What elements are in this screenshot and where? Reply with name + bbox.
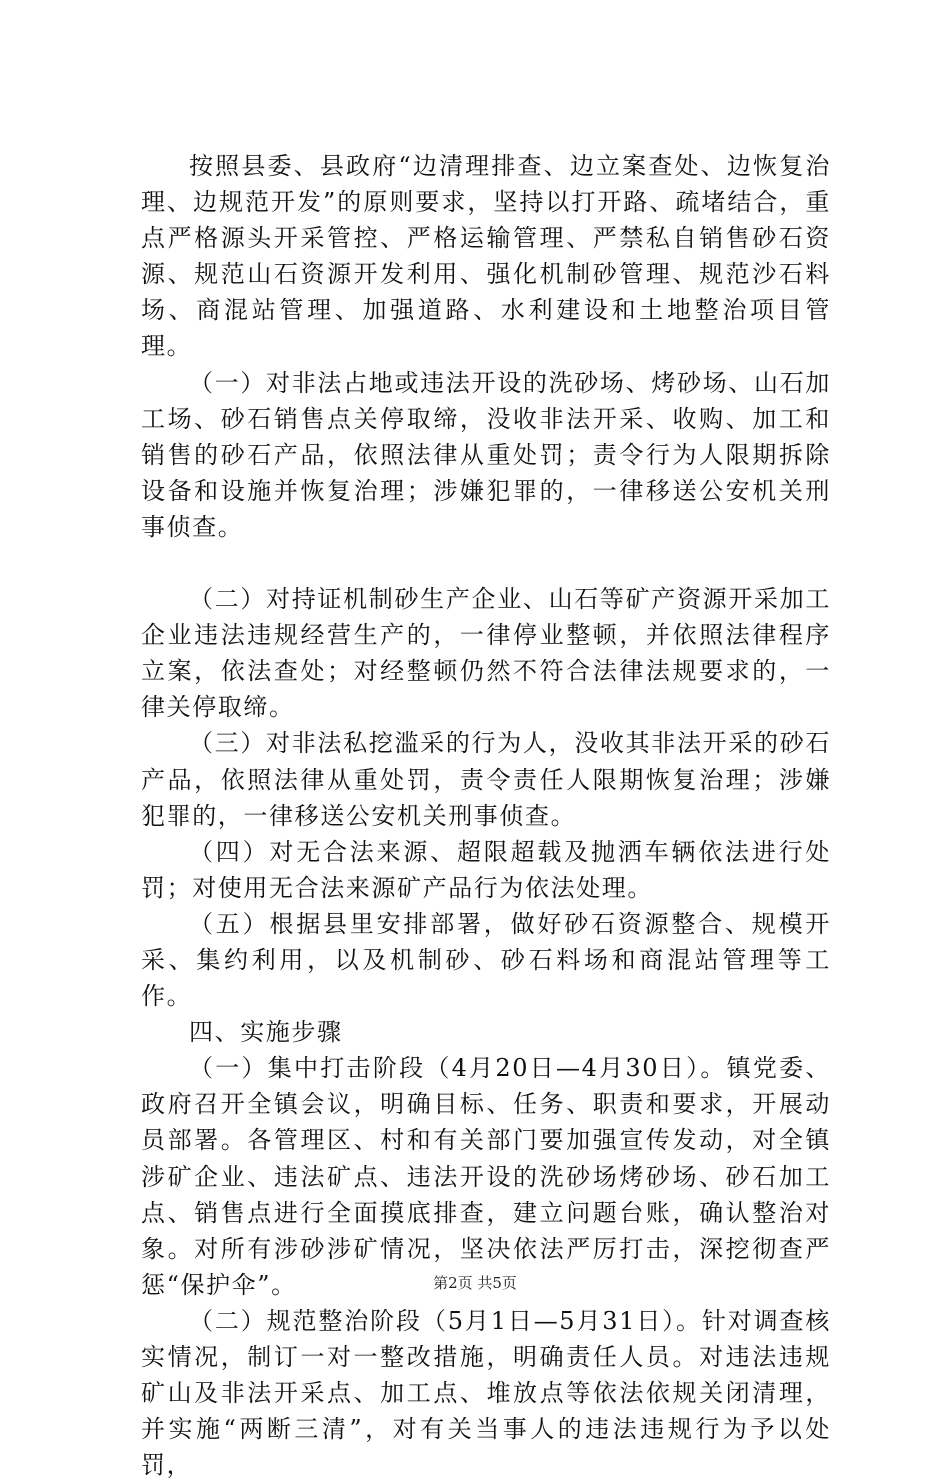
paragraph-intro: 按照县委、县政府“边清理排查、边立案查处、边恢复治理、边规范开发”的原则要求，坚持以打开路、疏堵结合，重点严格源头开采管控、严格运输管理、严禁私自销售砂石资源、规范山石资源开发利用、强化机制砂管理、规范沙石料场、商混站管理、加强道路、水利建设和土地整治项目管理。 <box>141 152 831 361</box>
paragraph-item-5: （五）根据县里安排部署，做好砂石资源整合、规模开采、集约利用，以及机制砂、砂石料场和商混站管理等工作。 <box>141 909 831 1011</box>
section-heading: 四、实施步骤 <box>189 1018 343 1047</box>
paragraph-spacer <box>141 545 831 581</box>
paragraph-step-2: （二）规范整治阶段（5月1日—5月31日）。针对调查核实情况，制订一对一整改措施，明确责任人员。对违法违规矿山及非法开采点、加工点、堆放点等依法依规关闭清理，并实施“两断三清”，对有关当事人的违法违规行为予以处罚， <box>141 1306 831 1480</box>
paragraph-item-4: （四）对无合法来源、超限超载及抛洒车辆依法进行处罚；对使用无合法来源矿产品行为依法处理。 <box>141 837 831 902</box>
paragraph-step-1: （一）集中打击阶段（4月20日—4月30日）。镇党委、政府召开全镇会议，明确目标、任务、职责和要求，开展动员部署。各管理区、村和有关部门要加强宣传发动，对全镇涉矿企业、违法矿点、违法开设的洗砂场烤砂场、砂石加工点、销售点进行全面摸底排查，建立问题台账，确认整治对象。对所有涉砂涉矿情况，坚决依法严厉打击，深挖彻查严惩“保护伞”。 <box>141 1054 831 1299</box>
paragraph-item-2: （二）对持证机制砂生产企业、山石等矿产资源开采加工企业违法违规经营生产的，一律停业整顿，并依照法律程序立案，依法查处；对经整顿仍然不符合法律法规要求的，一律关停取缔。 <box>141 585 831 722</box>
paragraph-item-3: （三）对非法私挖滥采的行为人，没收其非法开采的砂石产品，依照法律从重处罚，责令责任人限期恢复治理；涉嫌犯罪的，一律移送公安机关刑事侦查。 <box>141 729 831 830</box>
paragraph-item-1: （一）对非法占地或违法开设的洗砂场、烤砂场、山石加工场、砂石销售点关停取缔，没收非法开采、收购、加工和销售的砂石产品，依照法律从重处罚；责令行为人限期拆除设备和设施并恢复治理；涉嫌犯罪的，一律移送公安机关刑事侦查。 <box>141 368 831 541</box>
page-number-footer: 第2页 共5页 <box>433 1274 517 1292</box>
